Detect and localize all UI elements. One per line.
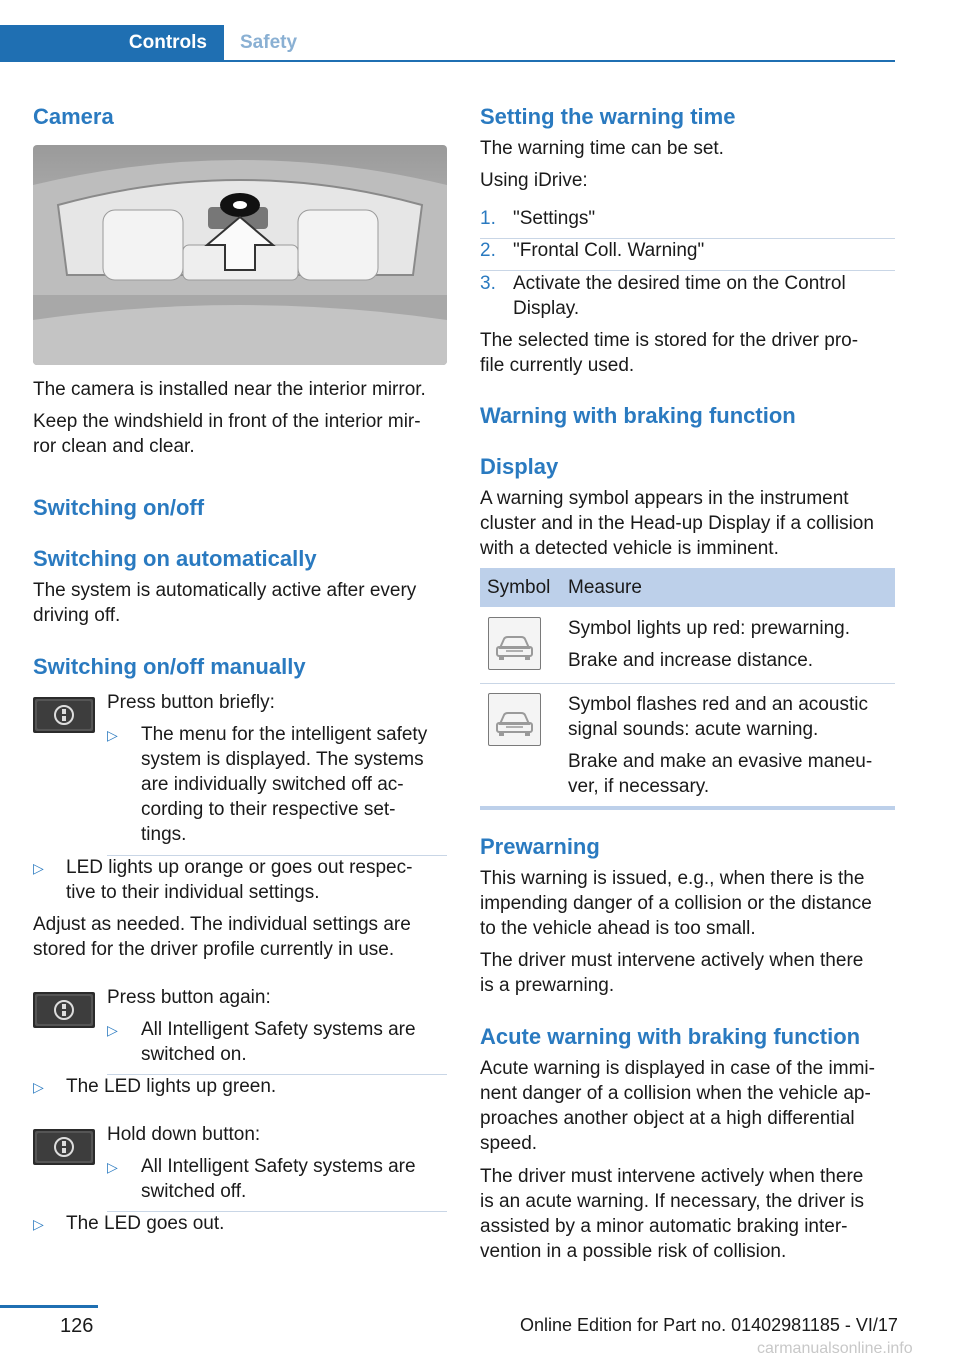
display-heading: Display bbox=[480, 454, 559, 479]
step-text: Activate the desired time on the Control bbox=[513, 273, 846, 294]
hold-item1-l1: All Intelligent Safety systems are bbox=[141, 1156, 416, 1177]
display-text-l1: A warning symbol appears in the instrument bbox=[480, 488, 849, 509]
row1-text-l2: Brake and increase distance. bbox=[568, 650, 814, 671]
brief-item1-l1: The menu for the intelligent safety bbox=[141, 724, 428, 745]
bullet-triangle-icon: ▷ bbox=[107, 1159, 118, 1175]
hold-down-text: Hold down button: bbox=[107, 1124, 261, 1145]
safety-button-image bbox=[33, 1129, 95, 1165]
row2-text-l1: Symbol flashes red and an acoustic bbox=[568, 694, 868, 715]
switching-heading: Switching on/off bbox=[33, 495, 205, 520]
acute-text2-l1: The driver must intervene actively when there bbox=[480, 1166, 864, 1187]
table-bottom-rule bbox=[480, 806, 895, 810]
warning-time-text: The warning time can be set. bbox=[480, 138, 724, 159]
adjust-text-l1: Adjust as needed. The individual settings are bbox=[33, 914, 411, 935]
safety-button-image bbox=[33, 697, 95, 733]
step-number: 2. bbox=[480, 240, 496, 261]
row2-text-l2: signal sounds: acute warning. bbox=[568, 719, 819, 740]
acute-text2-l2: is an acute warning. If necessary, the driver is bbox=[480, 1191, 865, 1212]
brief-item2-l2: tive to their individual settings. bbox=[66, 882, 320, 903]
display-text-l2: cluster and in the Head-up Display if a collision bbox=[480, 513, 874, 534]
press-briefly-text: Press button briefly: bbox=[107, 692, 275, 713]
stored-text-l2: file currently used. bbox=[480, 355, 635, 376]
acute-text1-l2: nent danger of a collision when the vehicle ap- bbox=[480, 1083, 871, 1104]
footer-rule bbox=[0, 1305, 98, 1308]
prewarning-text1-l1: This warning is issued, e.g., when there is the bbox=[480, 868, 865, 889]
display-text-l3: with a detected vehicle is imminent. bbox=[480, 538, 779, 559]
step-text: Display. bbox=[513, 298, 580, 319]
acute-text1-l3: proaches another object at a high differential bbox=[480, 1108, 855, 1129]
brief-item1-l2: system is displayed. The systems bbox=[141, 749, 424, 770]
row2-text-l4: ver, if necessary. bbox=[568, 776, 710, 797]
auto-text-a: The system is automatically active after every bbox=[33, 580, 417, 601]
acute-text1-l4: speed. bbox=[480, 1133, 538, 1154]
camera-text-2a: Keep the windshield in front of the interior mir- bbox=[33, 411, 421, 432]
using-idrive-text: Using iDrive: bbox=[480, 170, 588, 191]
tab-safety[interactable]: Safety bbox=[240, 32, 298, 53]
row2-text-l3: Brake and make an evasive maneu- bbox=[568, 751, 873, 772]
watermark: carmanualsonline.info bbox=[757, 1340, 913, 1357]
acute-text2-l3: assisted by a minor automatic braking inter- bbox=[480, 1216, 848, 1237]
brief-item1-l3: are individually switched off ac- bbox=[141, 774, 404, 795]
again-item1-l2: switched on. bbox=[141, 1044, 247, 1065]
camera-text-2b: ror clean and clear. bbox=[33, 436, 195, 457]
acute-text2-l4: vention in a possible risk of collision. bbox=[480, 1241, 787, 1262]
bullet-triangle-icon: ▷ bbox=[107, 1022, 118, 1038]
stored-text-l1: The selected time is stored for the driver pro- bbox=[480, 330, 859, 351]
again-item1-l1: All Intelligent Safety systems are bbox=[141, 1019, 416, 1040]
adjust-text-l2: stored for the driver profile currently in use. bbox=[33, 939, 395, 960]
page-number: 126 bbox=[60, 1315, 94, 1337]
brief-item1-l4: cording to their respective set- bbox=[141, 799, 396, 820]
prewarning-heading: Prewarning bbox=[480, 834, 600, 859]
acute-heading: Acute warning with braking function bbox=[480, 1024, 861, 1049]
hold-item1-l2: switched off. bbox=[141, 1181, 247, 1202]
tab-controls[interactable]: Controls bbox=[0, 25, 224, 61]
row1-text-l1: Symbol lights up red: prewarning. bbox=[568, 618, 850, 639]
bullet-triangle-icon: ▷ bbox=[33, 1216, 44, 1232]
safety-button-image bbox=[33, 992, 95, 1028]
step-text: "Settings" bbox=[513, 208, 596, 229]
tab-underline bbox=[0, 60, 895, 62]
acute-text1-l1: Acute warning is displayed in case of the immi- bbox=[480, 1058, 875, 1079]
camera-heading: Camera bbox=[33, 104, 114, 129]
auto-text-b: driving off. bbox=[33, 605, 121, 626]
section-tabs bbox=[0, 25, 895, 61]
symbol-table-header bbox=[480, 568, 895, 607]
warning-time-heading: Setting the warning time bbox=[480, 104, 736, 129]
bullet-triangle-icon: ▷ bbox=[33, 860, 44, 876]
step-number: 3. bbox=[480, 273, 496, 294]
manual-heading: Switching on/off manually bbox=[33, 654, 306, 679]
step-text: "Frontal Coll. Warning" bbox=[513, 240, 705, 261]
bullet-triangle-icon: ▷ bbox=[33, 1079, 44, 1095]
bullet-triangle-icon: ▷ bbox=[107, 727, 118, 743]
prewarning-text2-l2: is a prewarning. bbox=[480, 975, 615, 996]
hold-item2: The LED goes out. bbox=[66, 1213, 225, 1234]
step-number: 1. bbox=[480, 208, 496, 229]
edition-text: Online Edition for Part no. 01402981185 - VI/17 bbox=[520, 1315, 898, 1335]
again-item2: The LED lights up green. bbox=[66, 1076, 277, 1097]
camera-location-image bbox=[33, 145, 447, 365]
prewarning-text2-l1: The driver must intervene actively when there bbox=[480, 950, 864, 971]
col-symbol: Symbol bbox=[487, 577, 551, 598]
car-warning-icon bbox=[488, 693, 541, 746]
braking-heading: Warning with braking function bbox=[480, 403, 796, 428]
press-again-text: Press button again: bbox=[107, 987, 271, 1008]
brief-item2-l1: LED lights up orange or goes out respec- bbox=[66, 857, 413, 878]
prewarning-text1-l2: impending danger of a collision or the distance bbox=[480, 893, 872, 914]
car-warning-icon bbox=[488, 617, 541, 670]
brief-item1-l5: tings. bbox=[141, 824, 187, 845]
camera-text-1: The camera is installed near the interior mirror. bbox=[33, 379, 426, 400]
auto-heading: Switching on automatically bbox=[33, 546, 317, 571]
table-row-divider bbox=[480, 683, 895, 684]
prewarning-text1-l3: to the vehicle ahead is too small. bbox=[480, 918, 756, 939]
col-measure: Measure bbox=[568, 577, 642, 598]
